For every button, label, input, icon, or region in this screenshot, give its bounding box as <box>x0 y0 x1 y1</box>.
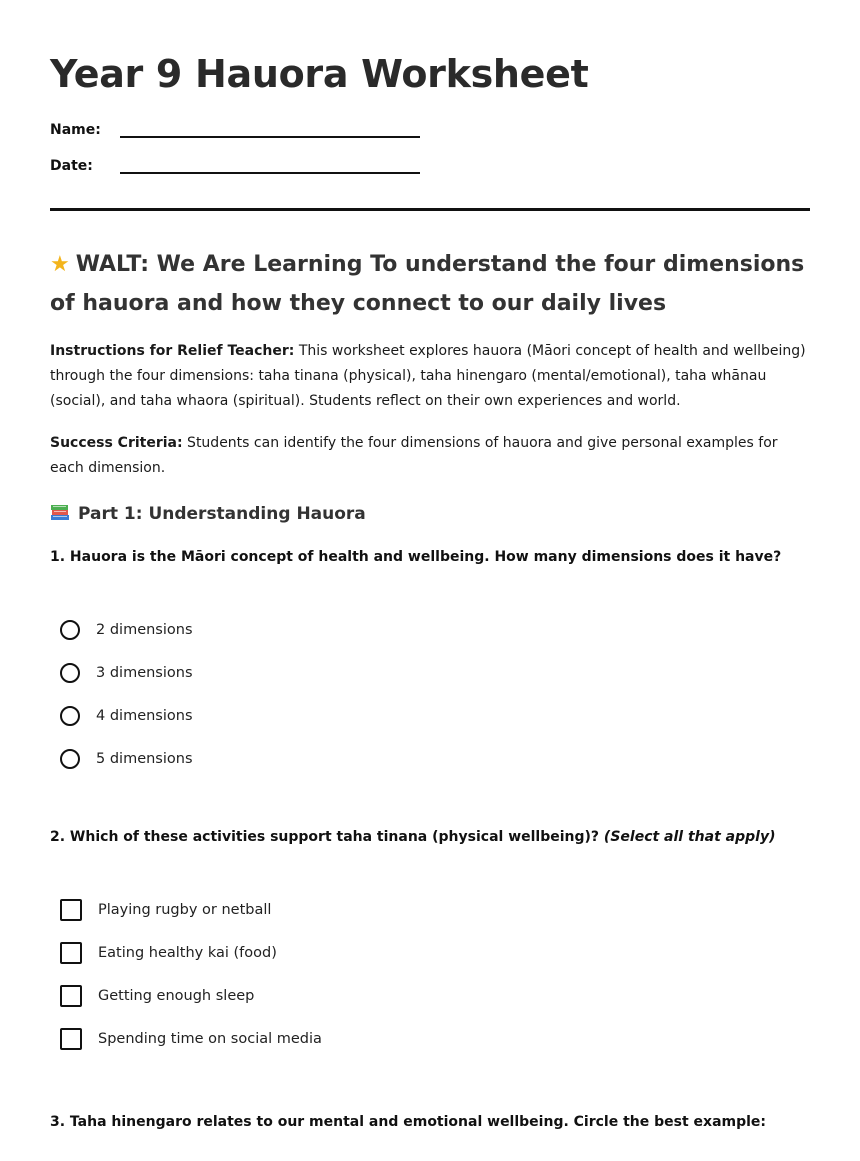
radio-option[interactable] <box>60 737 810 780</box>
walt-text: WALT: We Are Learning To understand the four dimensions of hauora and how they connect to our daily lives <box>50 252 805 316</box>
success-criteria-label: Success Criteria: <box>50 435 183 451</box>
books-icon <box>50 503 70 525</box>
radio-button[interactable] <box>60 663 80 683</box>
checkbox[interactable] <box>60 1028 82 1050</box>
checkbox-option[interactable] <box>60 931 810 974</box>
radio-button[interactable] <box>60 706 80 726</box>
checkbox-option[interactable] <box>60 1017 810 1060</box>
radio-option[interactable] <box>60 694 810 737</box>
question-2-text: 2. Which of these activities support taha tinana (physical wellbeing)? <box>50 829 604 845</box>
radio-option[interactable] <box>60 651 810 694</box>
date-label: Date: <box>50 158 93 174</box>
checkbox-option-label: Getting enough sleep <box>98 987 255 1004</box>
part1-title: Part 1: Understanding Hauora <box>78 504 366 524</box>
checkbox[interactable] <box>60 942 82 964</box>
success-criteria-paragraph <box>50 431 810 481</box>
star-icon: ★ <box>50 252 70 277</box>
checkbox[interactable] <box>60 985 82 1007</box>
question-1-options <box>60 608 810 780</box>
section-divider <box>50 208 810 211</box>
radio-button[interactable] <box>60 620 80 640</box>
checkbox-option-label: Eating healthy kai (food) <box>98 944 277 961</box>
part1-heading <box>50 503 810 525</box>
checkbox-option[interactable] <box>60 974 810 1017</box>
date-field-row <box>50 158 810 174</box>
question-3: 3. Taha hinengaro relates to our mental and emotional wellbeing. Circle the best example: <box>50 1114 767 1130</box>
radio-option-label: 2 dimensions <box>96 621 193 638</box>
checkbox-option-label: Playing rugby or netball <box>98 901 272 918</box>
checkbox-option-label: Spending time on social media <box>98 1030 322 1047</box>
radio-option-label: 5 dimensions <box>96 750 193 767</box>
instructions-text: This worksheet explores hauora (Māori concept of health and wellbeing) through the four dimensions: taha tinana (physical), taha hinengaro (mental/emotional), taha whānau (social), and taha whaora (spiritual). Students reflect on their own experiences and world. <box>50 343 806 409</box>
name-label: Name: <box>50 122 101 138</box>
question-2-hint: (Select all that apply) <box>603 829 776 845</box>
question-1: 1. Hauora is the Māori concept of health and wellbeing. How many dimensions does it have? <box>50 549 782 565</box>
date-field[interactable] <box>120 158 420 174</box>
radio-option-label: 3 dimensions <box>96 664 193 681</box>
radio-option-label: 4 dimensions <box>96 707 193 724</box>
question-2-options <box>60 888 810 1060</box>
success-criteria-text: Students can identify the four dimensions of hauora and give personal examples for each dimension. <box>50 435 778 476</box>
radio-button[interactable] <box>60 749 80 769</box>
name-field-row <box>50 122 810 138</box>
checkbox[interactable] <box>60 899 82 921</box>
instructions-label: Instructions for Relief Teacher: <box>50 343 295 359</box>
instructions-paragraph <box>50 339 810 414</box>
walt-heading <box>50 245 810 323</box>
page-title: Year 9 Hauora Worksheet <box>50 52 589 96</box>
checkbox-option[interactable] <box>60 888 810 931</box>
radio-option[interactable] <box>60 608 810 651</box>
question-2 <box>50 829 810 845</box>
name-field[interactable] <box>120 122 420 138</box>
